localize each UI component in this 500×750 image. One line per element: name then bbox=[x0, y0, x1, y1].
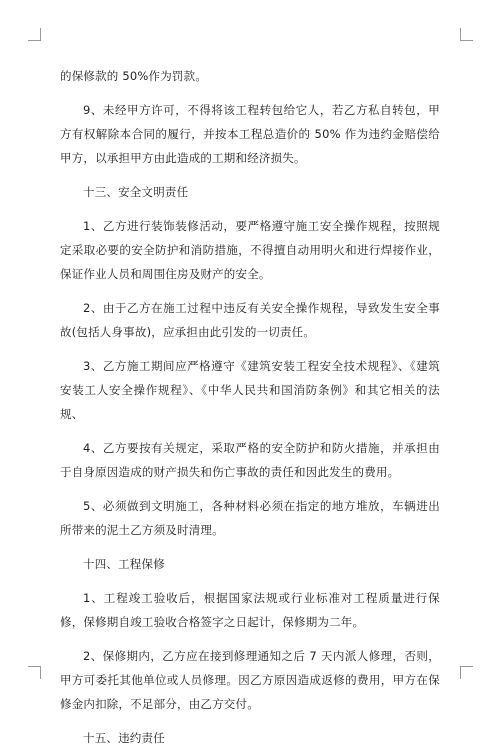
crop-mark-bottom-left bbox=[28, 666, 41, 679]
paragraph-14-2: 2、保修期内，乙方应在接到修理通知之后 7 天内派人修理，否则，甲方可委托其他单位或人员修理。因乙方原因造成返修的费用，甲方在保修金内扣除，不足部分，由乙方交付。 bbox=[60, 649, 440, 711]
paragraph-13-2: 2、由于乙方在施工过程中违反有关安全操作规程，导致发生安全事故(包括人身事故)，应承担由此引发的一切责任。 bbox=[60, 301, 440, 339]
paragraph-13-3: 3、乙方施工期间应严格遵守《建筑安装工程安全技术规程》、《建筑安装工人安全操作规程》、《中华人民共和国消防条例》和其它相关的法规、 bbox=[60, 359, 440, 421]
section-heading-13: 十三、安全文明责任 bbox=[83, 185, 189, 199]
paragraph-13-4: 4、乙方要按有关规定，采取严格的安全防护和防火措施，并承担由于自身原因造成的财产损失和伤亡事故的责任和因此发生的费用。 bbox=[60, 441, 440, 479]
paragraph-clause-9: 9、未经甲方许可，不得将该工程转包给它人，若乙方私自转包，甲方有权解除本合同的履行，并按本工程总造价的 50% 作为违约金赔偿给甲方，以承担甲方由此造成的工期和经济损失。 bbox=[60, 103, 440, 165]
paragraph-13-1: 1、乙方进行装饰装修活动，要严格遵守施工安全操作规程，按照规定采取必要的安全防护和消防措施，不得擅自动用明火和进行焊接作业，保证作业人员和周围住房及财产的安全。 bbox=[60, 219, 440, 281]
document-body bbox=[60, 64, 440, 750]
section-heading-14: 十四、工程保修 bbox=[83, 557, 165, 571]
section-heading-15: 十五、违约责任 bbox=[83, 731, 165, 745]
crop-mark-top-left bbox=[28, 28, 41, 41]
crop-mark-bottom-right bbox=[460, 666, 473, 679]
paragraph-14-1: 1、工程竣工验收后，根据国家法规或行业标准对工程质量进行保修，保修期自竣工验收合格签字之日起计，保修期为二年。 bbox=[60, 591, 440, 629]
crop-mark-top-right bbox=[460, 28, 473, 41]
paragraph-continuation: 的保修款的 50%作为罚款。 bbox=[60, 69, 208, 83]
paragraph-13-5: 5、必须做到文明施工，各种材料必须在指定的地方堆放，车辆进出所带来的泥土乙方须及时清理。 bbox=[60, 499, 440, 537]
